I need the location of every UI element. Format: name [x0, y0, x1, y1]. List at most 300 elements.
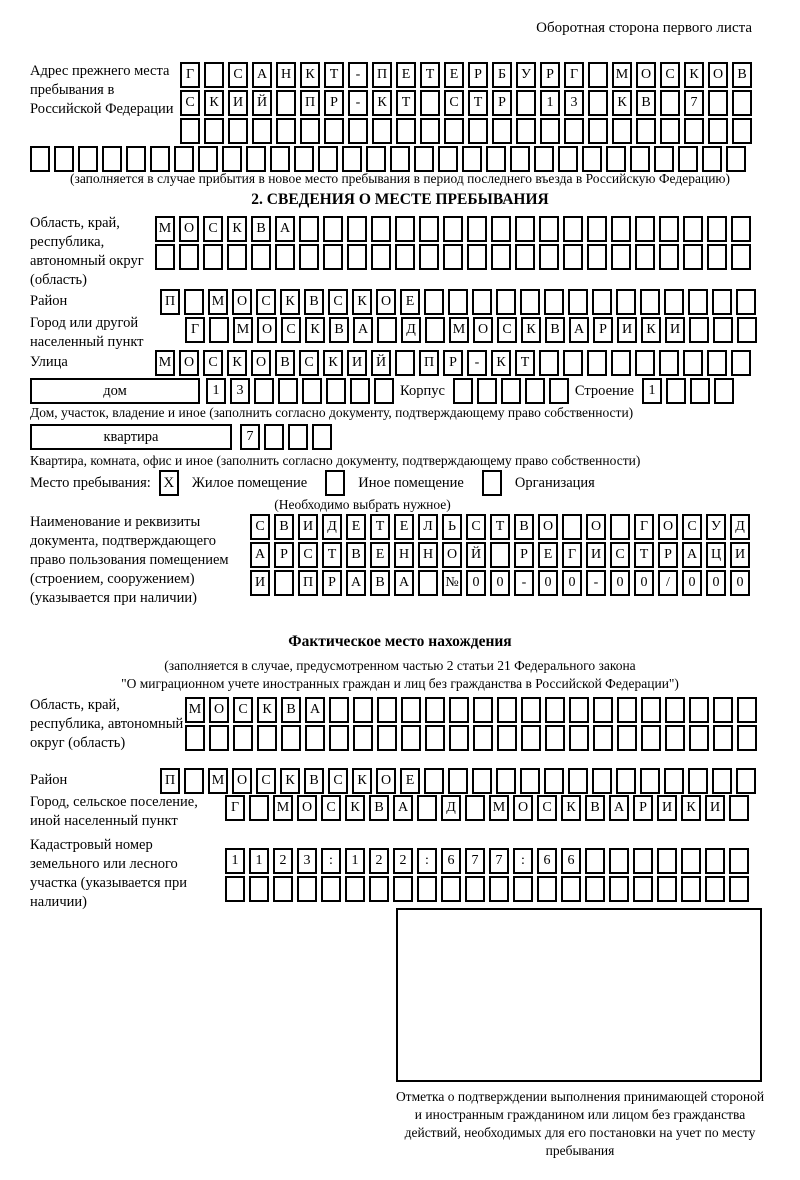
char-box[interactable]: О — [232, 289, 252, 315]
char-box[interactable]: К — [204, 90, 224, 116]
char-box[interactable]: 3 — [230, 378, 250, 404]
char-box[interactable]: А — [393, 795, 413, 821]
char-box[interactable]: М — [208, 289, 228, 315]
char-box[interactable]: О — [251, 350, 271, 376]
char-box[interactable] — [657, 848, 677, 874]
char-box[interactable] — [257, 725, 277, 751]
char-box[interactable]: С — [466, 514, 486, 540]
char-box[interactable] — [688, 289, 708, 315]
char-box[interactable]: : — [321, 848, 341, 874]
char-box[interactable] — [688, 768, 708, 794]
char-box[interactable] — [174, 146, 194, 172]
char-box[interactable] — [592, 768, 612, 794]
char-box[interactable]: Т — [515, 350, 535, 376]
char-box[interactable] — [318, 146, 338, 172]
char-box[interactable]: У — [706, 514, 726, 540]
char-box[interactable] — [568, 289, 588, 315]
char-box[interactable]: Г — [180, 62, 200, 88]
char-box[interactable]: 6 — [441, 848, 461, 874]
char-box[interactable] — [633, 848, 653, 874]
char-box[interactable] — [678, 146, 698, 172]
char-box[interactable] — [102, 146, 122, 172]
char-box[interactable] — [544, 289, 564, 315]
char-box[interactable] — [275, 244, 295, 270]
char-box[interactable] — [209, 725, 229, 751]
char-box[interactable] — [496, 768, 516, 794]
char-box[interactable]: Т — [468, 90, 488, 116]
char-box[interactable]: М — [273, 795, 293, 821]
char-box[interactable] — [702, 146, 722, 172]
char-box[interactable] — [198, 146, 218, 172]
char-box[interactable] — [563, 350, 583, 376]
char-box[interactable] — [569, 697, 589, 723]
char-box[interactable] — [491, 216, 511, 242]
char-box[interactable] — [222, 146, 242, 172]
char-box[interactable] — [180, 118, 200, 144]
char-box[interactable] — [611, 216, 631, 242]
char-box[interactable] — [273, 876, 293, 902]
char-box[interactable]: И — [657, 795, 677, 821]
char-box[interactable]: В — [275, 350, 295, 376]
char-box[interactable] — [246, 146, 266, 172]
char-box[interactable] — [568, 768, 588, 794]
char-box[interactable] — [473, 725, 493, 751]
char-box[interactable]: С — [298, 542, 318, 568]
char-box[interactable]: 0 — [466, 570, 486, 596]
char-box[interactable]: Р — [658, 542, 678, 568]
char-box[interactable] — [424, 289, 444, 315]
char-box[interactable]: К — [521, 317, 541, 343]
char-box[interactable]: Т — [420, 62, 440, 88]
apartment-type-box[interactable]: квартира — [30, 424, 232, 450]
char-box[interactable] — [323, 244, 343, 270]
char-box[interactable] — [708, 118, 728, 144]
char-box[interactable]: : — [417, 848, 437, 874]
char-box[interactable] — [690, 378, 710, 404]
char-box[interactable]: А — [250, 542, 270, 568]
char-box[interactable] — [689, 725, 709, 751]
char-box[interactable]: О — [658, 514, 678, 540]
char-box[interactable]: Й — [466, 542, 486, 568]
char-box[interactable] — [438, 146, 458, 172]
char-box[interactable] — [708, 90, 728, 116]
char-box[interactable]: С — [281, 317, 301, 343]
char-box[interactable]: М — [208, 768, 228, 794]
char-box[interactable] — [660, 90, 680, 116]
char-box[interactable]: С — [321, 795, 341, 821]
char-box[interactable] — [641, 697, 661, 723]
char-box[interactable] — [712, 289, 732, 315]
char-box[interactable]: Е — [370, 542, 390, 568]
char-box[interactable] — [417, 795, 437, 821]
char-box[interactable]: Р — [593, 317, 613, 343]
char-box[interactable]: - — [514, 570, 534, 596]
char-box[interactable]: Т — [370, 514, 390, 540]
char-box[interactable] — [539, 244, 559, 270]
char-box[interactable] — [419, 216, 439, 242]
char-box[interactable] — [612, 118, 632, 144]
char-box[interactable]: И — [228, 90, 248, 116]
char-box[interactable] — [562, 514, 582, 540]
char-box[interactable] — [540, 118, 560, 144]
char-box[interactable]: Р — [274, 542, 294, 568]
char-box[interactable] — [486, 146, 506, 172]
char-box[interactable] — [587, 216, 607, 242]
char-box[interactable] — [569, 725, 589, 751]
char-box[interactable]: 2 — [393, 848, 413, 874]
char-box[interactable] — [424, 768, 444, 794]
char-box[interactable] — [617, 725, 637, 751]
char-box[interactable] — [713, 697, 733, 723]
char-box[interactable]: Р — [540, 62, 560, 88]
char-box[interactable] — [657, 876, 677, 902]
char-box[interactable] — [714, 378, 734, 404]
char-box[interactable] — [312, 424, 332, 450]
char-box[interactable]: С — [256, 289, 276, 315]
char-box[interactable] — [78, 146, 98, 172]
char-box[interactable] — [617, 697, 637, 723]
char-box[interactable] — [534, 146, 554, 172]
char-box[interactable] — [732, 118, 752, 144]
char-box[interactable] — [228, 118, 248, 144]
char-box[interactable]: С — [180, 90, 200, 116]
char-box[interactable]: М — [185, 697, 205, 723]
char-box[interactable] — [640, 768, 660, 794]
char-box[interactable]: Е — [346, 514, 366, 540]
char-box[interactable] — [276, 118, 296, 144]
char-box[interactable] — [302, 378, 322, 404]
char-box[interactable]: 7 — [489, 848, 509, 874]
char-box[interactable]: В — [274, 514, 294, 540]
char-box[interactable] — [726, 146, 746, 172]
char-box[interactable] — [609, 848, 629, 874]
char-box[interactable]: В — [370, 570, 390, 596]
char-box[interactable]: Р — [492, 90, 512, 116]
char-box[interactable] — [737, 317, 757, 343]
char-box[interactable] — [150, 146, 170, 172]
char-box[interactable]: 6 — [561, 848, 581, 874]
char-box[interactable]: 1 — [345, 848, 365, 874]
char-box[interactable] — [249, 876, 269, 902]
char-box[interactable] — [225, 876, 245, 902]
char-box[interactable]: А — [305, 697, 325, 723]
char-box[interactable] — [179, 244, 199, 270]
char-box[interactable] — [155, 244, 175, 270]
char-box[interactable]: К — [323, 350, 343, 376]
char-box[interactable]: К — [684, 62, 704, 88]
char-box[interactable]: К — [305, 317, 325, 343]
char-box[interactable] — [689, 697, 709, 723]
char-box[interactable] — [184, 768, 204, 794]
char-box[interactable] — [712, 768, 732, 794]
char-box[interactable]: 7 — [240, 424, 260, 450]
char-box[interactable]: И — [586, 542, 606, 568]
char-box[interactable] — [276, 90, 296, 116]
char-box[interactable] — [610, 514, 630, 540]
char-box[interactable] — [705, 876, 725, 902]
char-box[interactable]: О — [179, 350, 199, 376]
checkbox-residential-premises[interactable]: X — [159, 470, 179, 496]
char-box[interactable] — [348, 118, 368, 144]
char-box[interactable] — [254, 378, 274, 404]
char-box[interactable]: К — [280, 768, 300, 794]
char-box[interactable]: О — [209, 697, 229, 723]
char-box[interactable]: Д — [730, 514, 750, 540]
char-box[interactable]: П — [419, 350, 439, 376]
char-box[interactable]: В — [346, 542, 366, 568]
char-box[interactable]: 1 — [540, 90, 560, 116]
char-box[interactable]: А — [275, 216, 295, 242]
char-box[interactable]: К — [300, 62, 320, 88]
char-box[interactable] — [468, 118, 488, 144]
char-box[interactable] — [417, 876, 437, 902]
char-box[interactable]: П — [160, 768, 180, 794]
char-box[interactable] — [660, 118, 680, 144]
char-box[interactable] — [636, 118, 656, 144]
char-box[interactable]: 2 — [369, 848, 389, 874]
char-box[interactable] — [401, 725, 421, 751]
char-box[interactable] — [350, 378, 370, 404]
char-box[interactable]: О — [297, 795, 317, 821]
char-box[interactable]: К — [561, 795, 581, 821]
char-box[interactable] — [443, 244, 463, 270]
char-box[interactable]: С — [497, 317, 517, 343]
char-box[interactable] — [731, 216, 751, 242]
char-box[interactable]: Р — [514, 542, 534, 568]
char-box[interactable] — [609, 876, 629, 902]
char-box[interactable] — [713, 725, 733, 751]
char-box[interactable]: С — [444, 90, 464, 116]
char-box[interactable] — [420, 118, 440, 144]
char-box[interactable]: К — [681, 795, 701, 821]
char-box[interactable] — [353, 697, 373, 723]
char-box[interactable] — [633, 876, 653, 902]
char-box[interactable] — [713, 317, 733, 343]
char-box[interactable]: С — [203, 350, 223, 376]
char-box[interactable] — [496, 289, 516, 315]
char-box[interactable] — [537, 876, 557, 902]
char-box[interactable]: 0 — [730, 570, 750, 596]
char-box[interactable] — [521, 725, 541, 751]
char-box[interactable] — [467, 216, 487, 242]
char-box[interactable]: С — [610, 542, 630, 568]
char-box[interactable] — [707, 244, 727, 270]
char-box[interactable] — [492, 118, 512, 144]
char-box[interactable] — [209, 317, 229, 343]
char-box[interactable] — [707, 350, 727, 376]
char-box[interactable]: С — [250, 514, 270, 540]
char-box[interactable]: С — [537, 795, 557, 821]
char-box[interactable]: И — [730, 542, 750, 568]
char-box[interactable] — [185, 725, 205, 751]
char-box[interactable] — [347, 216, 367, 242]
char-box[interactable] — [467, 244, 487, 270]
char-box[interactable]: В — [304, 768, 324, 794]
char-box[interactable]: О — [513, 795, 533, 821]
char-box[interactable]: В — [732, 62, 752, 88]
char-box[interactable] — [544, 768, 564, 794]
char-box[interactable]: Ц — [706, 542, 726, 568]
char-box[interactable]: В — [369, 795, 389, 821]
char-box[interactable]: 6 — [537, 848, 557, 874]
char-box[interactable]: 0 — [490, 570, 510, 596]
char-box[interactable] — [477, 378, 497, 404]
char-box[interactable]: Е — [444, 62, 464, 88]
char-box[interactable] — [630, 146, 650, 172]
char-box[interactable]: И — [347, 350, 367, 376]
char-box[interactable]: 0 — [538, 570, 558, 596]
char-box[interactable] — [736, 768, 756, 794]
char-box[interactable] — [683, 244, 703, 270]
char-box[interactable]: О — [473, 317, 493, 343]
char-box[interactable] — [326, 378, 346, 404]
checkbox-other-premises[interactable] — [325, 470, 345, 496]
char-box[interactable]: 1 — [206, 378, 226, 404]
char-box[interactable]: С — [660, 62, 680, 88]
char-box[interactable] — [611, 244, 631, 270]
char-box[interactable]: 1 — [642, 378, 662, 404]
char-box[interactable] — [564, 118, 584, 144]
char-box[interactable] — [585, 848, 605, 874]
char-box[interactable] — [515, 216, 535, 242]
char-box[interactable]: Г — [634, 514, 654, 540]
char-box[interactable]: Й — [252, 90, 272, 116]
char-box[interactable]: О — [376, 289, 396, 315]
char-box[interactable] — [635, 350, 655, 376]
char-box[interactable]: 0 — [706, 570, 726, 596]
char-box[interactable] — [681, 848, 701, 874]
char-box[interactable] — [264, 424, 284, 450]
char-box[interactable] — [635, 216, 655, 242]
char-box[interactable]: Р — [443, 350, 463, 376]
char-box[interactable] — [425, 697, 445, 723]
char-box[interactable]: : — [513, 848, 533, 874]
char-box[interactable]: К — [491, 350, 511, 376]
char-box[interactable]: Т — [634, 542, 654, 568]
char-box[interactable]: 1 — [225, 848, 245, 874]
char-box[interactable]: Н — [394, 542, 414, 568]
char-box[interactable] — [425, 725, 445, 751]
char-box[interactable] — [593, 697, 613, 723]
char-box[interactable] — [444, 118, 464, 144]
char-box[interactable] — [729, 795, 749, 821]
char-box[interactable]: О — [586, 514, 606, 540]
char-box[interactable] — [592, 289, 612, 315]
char-box[interactable] — [525, 378, 545, 404]
char-box[interactable] — [545, 725, 565, 751]
char-box[interactable] — [204, 62, 224, 88]
char-box[interactable] — [342, 146, 362, 172]
char-box[interactable]: 2 — [273, 848, 293, 874]
char-box[interactable] — [465, 795, 485, 821]
char-box[interactable] — [249, 795, 269, 821]
char-box[interactable]: П — [160, 289, 180, 315]
char-box[interactable]: Ь — [442, 514, 462, 540]
char-box[interactable] — [418, 570, 438, 596]
char-box[interactable] — [683, 350, 703, 376]
char-box[interactable]: К — [227, 350, 247, 376]
char-box[interactable] — [654, 146, 674, 172]
char-box[interactable] — [729, 848, 749, 874]
char-box[interactable]: Т — [324, 62, 344, 88]
char-box[interactable] — [545, 697, 565, 723]
char-box[interactable]: И — [617, 317, 637, 343]
char-box[interactable]: / — [658, 570, 678, 596]
char-box[interactable] — [587, 244, 607, 270]
char-box[interactable]: С — [203, 216, 223, 242]
char-box[interactable] — [323, 216, 343, 242]
char-box[interactable] — [390, 146, 410, 172]
char-box[interactable]: М — [449, 317, 469, 343]
char-box[interactable] — [453, 378, 473, 404]
char-box[interactable] — [329, 725, 349, 751]
char-box[interactable]: К — [352, 768, 372, 794]
char-box[interactable]: Р — [324, 90, 344, 116]
char-box[interactable] — [371, 216, 391, 242]
char-box[interactable] — [465, 876, 485, 902]
char-box[interactable] — [684, 118, 704, 144]
char-box[interactable] — [731, 244, 751, 270]
char-box[interactable] — [729, 876, 749, 902]
char-box[interactable]: А — [394, 570, 414, 596]
char-box[interactable]: Д — [401, 317, 421, 343]
char-box[interactable] — [414, 146, 434, 172]
char-box[interactable] — [448, 289, 468, 315]
char-box[interactable] — [374, 378, 394, 404]
char-box[interactable] — [227, 244, 247, 270]
char-box[interactable]: Г — [185, 317, 205, 343]
char-box[interactable] — [393, 876, 413, 902]
char-box[interactable]: Л — [418, 514, 438, 540]
char-box[interactable]: Г — [225, 795, 245, 821]
char-box[interactable]: А — [346, 570, 366, 596]
char-box[interactable] — [635, 244, 655, 270]
char-box[interactable]: Н — [418, 542, 438, 568]
char-box[interactable]: Н — [276, 62, 296, 88]
char-box[interactable] — [683, 216, 703, 242]
char-box[interactable] — [666, 378, 686, 404]
char-box[interactable] — [366, 146, 386, 172]
char-box[interactable] — [732, 90, 752, 116]
char-box[interactable]: Е — [394, 514, 414, 540]
char-box[interactable] — [563, 216, 583, 242]
char-box[interactable]: Т — [322, 542, 342, 568]
char-box[interactable] — [321, 876, 341, 902]
char-box[interactable]: 0 — [682, 570, 702, 596]
char-box[interactable] — [294, 146, 314, 172]
char-box[interactable] — [616, 768, 636, 794]
char-box[interactable] — [299, 244, 319, 270]
char-box[interactable] — [489, 876, 509, 902]
char-box[interactable]: М — [612, 62, 632, 88]
char-box[interactable] — [513, 876, 533, 902]
char-box[interactable] — [561, 876, 581, 902]
char-box[interactable] — [659, 350, 679, 376]
char-box[interactable] — [491, 244, 511, 270]
char-box[interactable] — [395, 216, 415, 242]
char-box[interactable] — [520, 768, 540, 794]
char-box[interactable]: - — [586, 570, 606, 596]
char-box[interactable] — [593, 725, 613, 751]
char-box[interactable] — [515, 244, 535, 270]
char-box[interactable]: А — [353, 317, 373, 343]
char-box[interactable]: В — [251, 216, 271, 242]
char-box[interactable] — [270, 146, 290, 172]
house-type-box[interactable]: дом — [30, 378, 200, 404]
char-box[interactable]: Д — [441, 795, 461, 821]
char-box[interactable]: О — [232, 768, 252, 794]
char-box[interactable]: Б — [492, 62, 512, 88]
